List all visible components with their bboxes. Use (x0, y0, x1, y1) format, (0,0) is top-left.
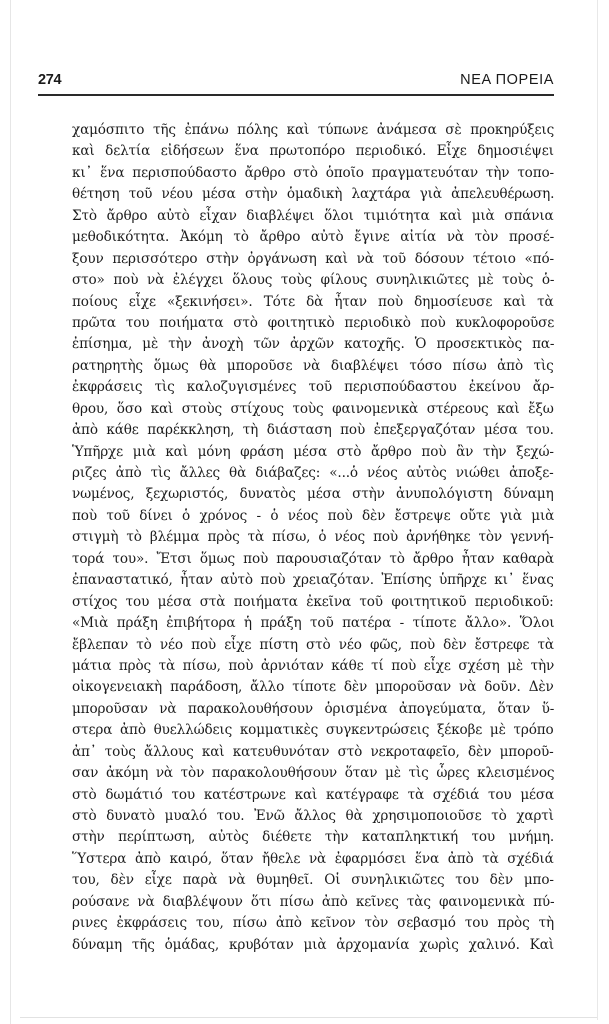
text-line: Ὕστερα ἀπὸ καιρό, ὅταν ἤθελε νὰ ἐφαρμόσει ἕνα ἀπὸ τὰ σχέδιά (72, 850, 554, 867)
text-line: χαμόσπιτο τῆς ἐπάνω πόλης καὶ τύπωνε ἀνάμεσα σὲ προκηρύξεις (72, 122, 555, 138)
text-line: ἔβλεπαν τὸ νέο ποὺ εἶχε πίστη στὸ νέο φῶς, ποὺ δὲν ἔστρεφε τὰ (72, 636, 554, 653)
text-line: μεθοδικότητα. Ἀκόμη τὸ ἄρθρο αὐτὸ ἔγινε αἰτία νὰ τὸν προσέ- (72, 229, 555, 246)
text-line: του, δὲν εἶχε παρὰ νὰ θυμηθεῖ. Οἱ συνηλικιῶτες του δὲν μπο- (72, 872, 554, 889)
text-line: ἀπὸ κάθε παρέκκληση, τὴ διάσταση ποὺ ἐπεξεργαζόταν μέσα του. (72, 422, 554, 439)
body-text (72, 120, 554, 956)
text-line: οἰκογενειακὴ παράδοση, ἄλλο τίποτε δὲν μποροῦσαν νὰ δοῦν. Δὲν (72, 679, 554, 696)
text-line: στίχος του μέσα στὰ ποιήματα ἐκεῖνα τοῦ φοιτητικοῦ περιοδικοῦ: (72, 593, 554, 610)
text-line: Στὸ ἄρθρο αὐτὸ εἶχαν διαβλέψει ὅλοι τιμιότητα καὶ μιὰ σπάνια (72, 207, 554, 224)
text-line: στὸ δωμάτιό του κατέστρωνε καὶ κατέγραφε τὰ σχέδιά του μέσα (72, 786, 555, 803)
text-line: σαν ἀκόμη νὰ τὸν παρακολουθήσουν ὅταν μὲ τὶς ὧρες κλεισμένος (72, 765, 555, 782)
text-line: ποὺ τοῦ δίνει ὁ χρόνος - ὁ νέος ποὺ δὲν ἔστρεψε οὔτε γιὰ μιὰ (72, 507, 555, 524)
text-line: ἐπαναστατικό, ἦταν αὐτὸ ποὺ χρειαζόταν. Ἐπίσης ὑπῆρχε κι᾽ ἕνας (72, 572, 554, 589)
running-header (38, 72, 554, 92)
text-line: θρου, ὅσο καὶ στοὺς στίχους τοὺς φαινομενικὰ στέρεους καὶ ἔξω (72, 400, 554, 417)
text-line: ποίους εἶχε «ξεκινήσει». Τότε δὰ ἦταν ποὺ δημοσίευσε καὶ τὰ (72, 293, 554, 310)
text-line: Ὑπῆρχε μιὰ καὶ μόνη φράση μέσα στὸ ἄρθρο ποὺ ἂν τὴν ξεχώ- (72, 443, 554, 460)
text-line: στὴν περίπτωση, αὐτὸς διέθετε τὴν καταπληκτική του μνήμη. (72, 829, 555, 846)
text-line: ξουν περισσότερο στὴν ὀργάνωση καὶ νὰ τοῦ δόσουν τέτοιο «πό- (72, 250, 554, 267)
text-line: μάτια πρὸς τὰ πίσω, ποὺ ἀρνιόταν κάθε τί ποὺ εἶχε σχέση μὲ τὴν (72, 657, 555, 674)
page-edge-right (597, 0, 598, 1020)
page-number: 274 (38, 72, 62, 88)
text-line: ἐκφράσεις τὶς καλοζυγισμένες τοῦ περισπούδαστου ἐκείνου ἄρ- (72, 379, 555, 396)
text-line: ρούσανε νὰ διαβλέψουν ὅτι πίσω ἀπὸ κεῖνες τὰς φαινομενικὰ πύ- (72, 893, 555, 910)
page-edge-bottom (20, 1017, 597, 1018)
text-line: στιγμὴ τὸ βλέμμα πρὸς τὰ πίσω, ὁ νέος ποὺ ἀρνήθηκε τὸν γεννή- (72, 529, 554, 546)
text-line: μποροῦσαν νὰ παρακολουθήσουν ὁρισμένα ἀπογεύματα, ὅταν ὕ- (72, 700, 555, 717)
text-line: «Μιὰ πράξη ἐπιβήτορα ἡ πράξη τοῦ πατέρα - τίποτε ἄλλο». Ὅλοι (72, 615, 555, 632)
text-line: κι᾽ ἕνα περισπούδαστο ἄρθρο στὸ ὁποῖο πραγματευόταν τὴν τοπο- (72, 164, 554, 181)
text-line: νωμένος, ξεχωριστός, δυνατὸς μέσα στὴν ἀνυπολόγιστη δύναμη (72, 486, 554, 503)
text-line: θέτηση τοῦ νέου μέσα στὴν ὁμαδικὴ λαχτάρα γιὰ ἀπελευθέρωση. (72, 186, 555, 203)
text-line: τορά του». Ἔτσι ὅμως ποὺ παρουσιαζόταν τὸ ἄρθρο ἦταν καθαρὰ (72, 550, 554, 567)
text-line: πρῶτα του ποιήματα στὸ φοιτητικὸ περιοδικὸ ποὺ κυκλοφοροῦσε (72, 314, 555, 331)
text-line: καὶ δελτία εἰδήσεων ἕνα πρωτοπόρο περιοδικό. Εἶχε δημοσιέψει (72, 143, 554, 160)
journal-title: ΝΕΑ ΠΟΡΕΙΑ (460, 72, 554, 88)
text-line: ἀπ᾽ τοὺς ἄλλους καὶ κατευθυνόταν στὸ νεκροταφεῖο, δὲν μποροῦ- (72, 743, 554, 760)
page-edge-left (10, 0, 11, 1024)
text-line: ρατηρητὴς ὅμως θὰ μποροῦσε νὰ διαβλέψει τόσο πίσω ἀπὸ τὶς (72, 357, 554, 374)
text-line: στὸ δυνατὸ μυαλό του. Ἐνῶ ἄλλος θὰ χρησιμοποιοῦσε τὸ χαρτὶ (72, 808, 554, 824)
text-line: ριζες ἀπὸ τὶς ἄλλες θὰ διάβαζες: «...ὁ νέος αὐτὸς νιώθει ἀποξε- (72, 465, 554, 481)
header-rule (38, 94, 554, 96)
text-line: στο» ποὺ νὰ ἐλέγχει ὅλους τοὺς φίλους συνηλικιῶτες μὲ τοὺς ὁ- (72, 272, 555, 289)
text-line: στερα ἀπὸ θυελλώδεις κομματικὲς συγκεντρώσεις ξέκοβε μὲ τρόπο (72, 722, 554, 739)
text-line: δύναμη τῆς ὁμάδας, κρυβόταν μιὰ ἀρχομανία χωρὶς χαλινό. Καὶ (72, 936, 554, 953)
text-line: ἐπίσημα, μὲ τὴν ἀνοχὴ τῶν ἀρχῶν κατοχῆς. Ὁ προσεκτικὸς πα- (72, 336, 555, 353)
text-line: ρινες ἐκφράσεις του, πίσω ἀπὸ κεῖνον τὸν σεβασμό του πρὸς τὴ (72, 915, 554, 932)
